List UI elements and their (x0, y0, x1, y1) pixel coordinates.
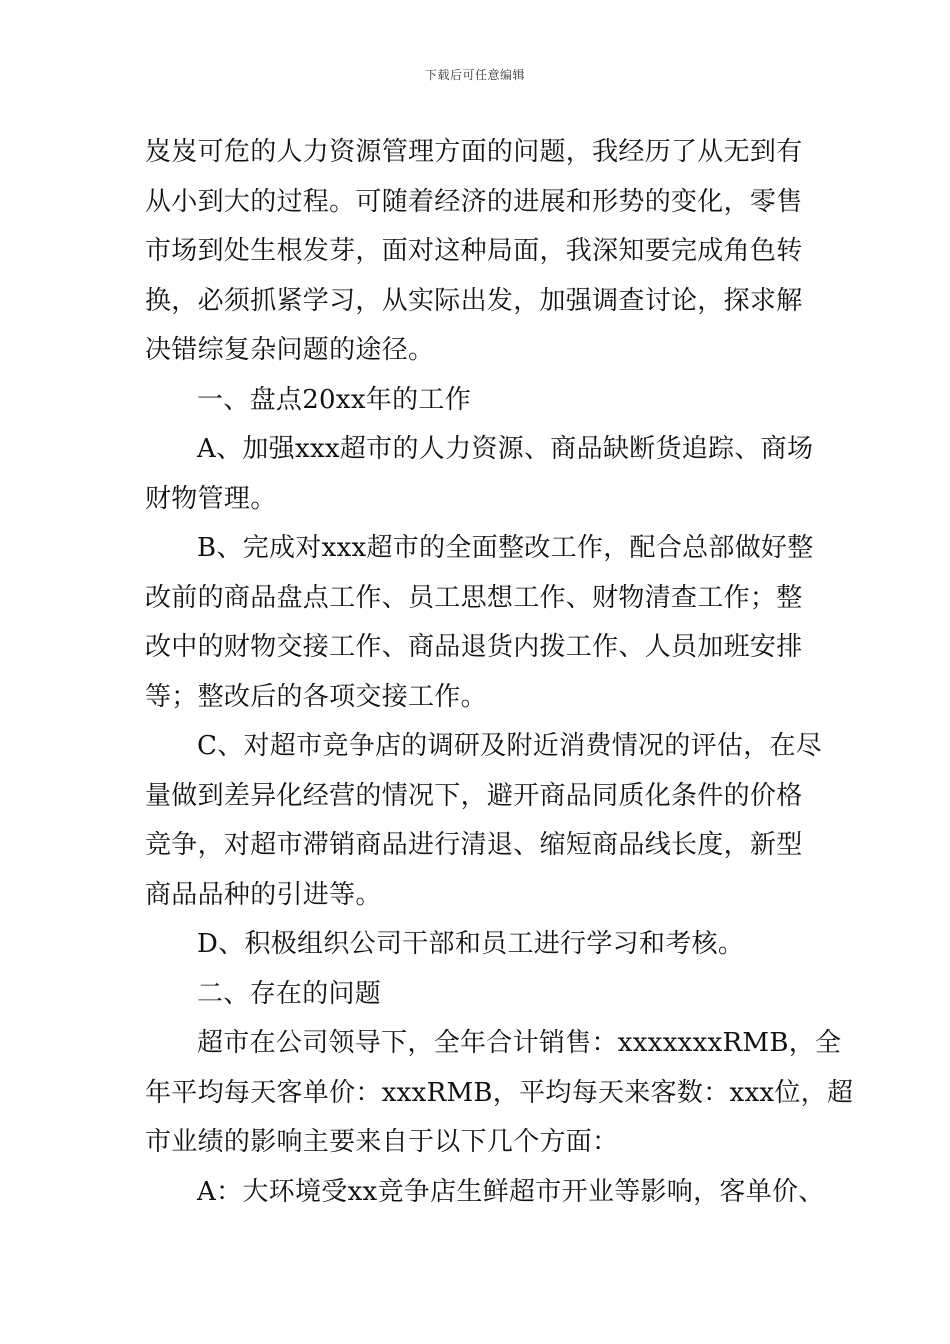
text-line: 市业绩的影响主要来自于以下几个方面： (145, 1127, 619, 1157)
text-line: 改前的商品盘点工作、员工思想工作、财物清查工作；整 (145, 582, 803, 613)
text-line: A、加强xxx超市的人力资源、商品缺断货追踪、商场 (197, 434, 814, 464)
paragraph (145, 920, 810, 970)
section-heading (145, 970, 810, 1020)
text-line: 从小到大的过程。可随着经济的进展和形势的变化，零售 (145, 186, 803, 217)
text-line: A：大环境受xx竞争店生鲜超市开业等影响，客单价、 (197, 1176, 825, 1207)
text-line: C、对超市竞争店的调研及附近消费情况的评估，在尽 (197, 731, 823, 761)
text-line: 改中的财物交接工作、商品退货内拨工作、人员加班安排 (145, 632, 803, 662)
text-line: 年平均每天客单价：xxxRMB，平均每天来客数：xxx位，超 (145, 1077, 854, 1108)
text-line: 等；整改后的各项交接工作。 (145, 681, 487, 712)
text-line: D、积极组织公司干部和员工进行学习和考核。 (197, 929, 745, 959)
text-line: 超市在公司领导下，全年合计销售：xxxxxxxRMB，全 (197, 1028, 842, 1058)
text-line: 财物管理。 (145, 483, 277, 514)
text-line: 二、存在的问题 (197, 978, 382, 1009)
page-header-note: 下载后可任意编辑 (424, 68, 525, 82)
paragraph (145, 722, 823, 920)
text-line: 决错综复杂问题的途径。 (145, 335, 435, 365)
text-line: 量做到差异化经营的情况下，避开商品同质化条件的价格 (145, 780, 803, 811)
text-line: B、完成对xxx超市的全面整改工作，配合总部做好整 (197, 533, 814, 563)
text-line: 竞争，对超市滞销商品进行清退、缩短商品线长度，新型 (145, 830, 803, 860)
paragraph (145, 1168, 825, 1218)
text-line: 一、盘点20xx年的工作 (197, 384, 472, 415)
text-line: 岌岌可危的人力资源管理方面的问题，我经历了从无到有 (145, 137, 803, 167)
text-line: 商品品种的引进等。 (145, 879, 382, 910)
paragraph (145, 524, 814, 722)
document-body (145, 128, 854, 1217)
paragraph (145, 1019, 854, 1168)
paragraph (145, 425, 814, 524)
text-line: 换，必须抓紧学习，从实际出发，加强调查讨论，探求解 (145, 285, 803, 316)
paragraph (145, 128, 810, 376)
section-heading (145, 376, 810, 426)
text-line: 市场到处生根发芽，面对这种局面，我深知要完成角色转 (145, 236, 803, 266)
